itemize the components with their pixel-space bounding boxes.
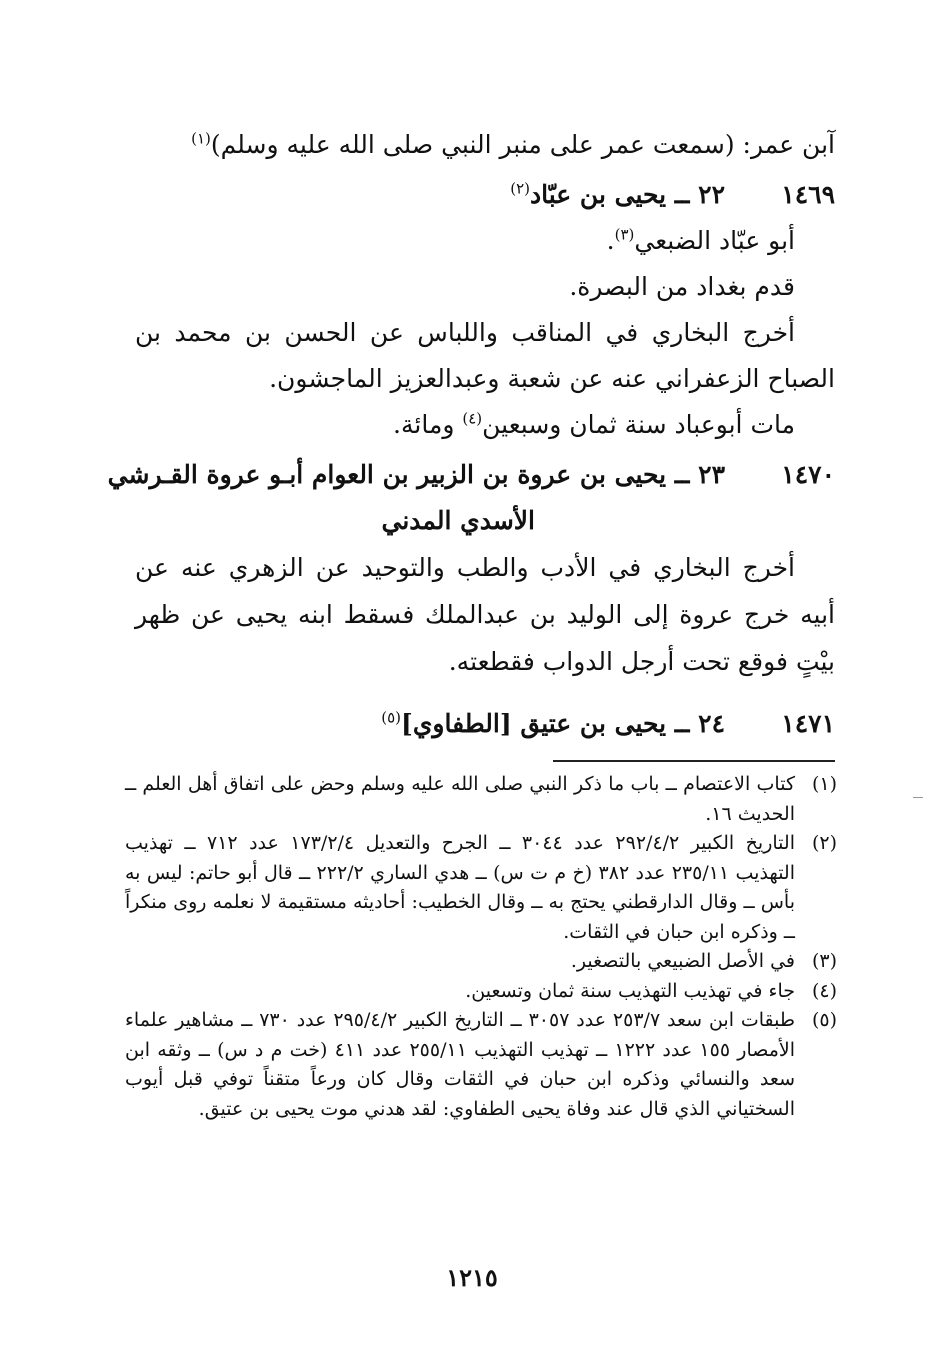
entry-1471 [135, 701, 835, 747]
footnote-number: (٤) [811, 979, 837, 1002]
footnote-5 [125, 1006, 837, 1124]
page-number: ١٢١٥ [446, 1263, 498, 1292]
text-line-4 [135, 264, 835, 310]
footnote-text: جاء في تهذيب التهذيب سنة ثمان وتسعين. [465, 979, 795, 1002]
text-line-end: . [606, 226, 615, 255]
footnote-text: التاريخ الكبير ٢٩٢/٤/٢ عدد ٣٠٤٤ ــ الجرح والتعديل ١٧٣/٢/٤ عدد ٧١٢ ــ تهذيب التهذيب ٢٣٥/١١ عدد ٣٨٢ (خ م ت س) ــ هدي الساري ٢٢٢/٢ ــ قال أبو حاتم: ليس به بأس ــ وقال الدارقطني يحتج به ــ وقال الخطيب: أحاديثه مستقيمة لا نعلمه روى منكراً ــ وذكره ابن حبان في الثقات. [125, 832, 795, 943]
entry-1470 [107, 452, 835, 498]
entry-title: الأسدي المدني [381, 506, 535, 535]
footnotes [125, 770, 837, 1124]
footnote-text: كتاب الاعتصام ــ باب ما ذكر النبي صلى الله عليه وسلم وحض على اتفاق أهل العلم ــ الحديث ١٦. [125, 773, 795, 825]
footnote-ref[interactable]: (١) [191, 129, 211, 148]
footnote-1 [125, 770, 837, 829]
text-line: أبو عبّاد الضبعي [634, 226, 795, 255]
footnote-number: (٥) [811, 1009, 837, 1031]
entry-title: ٢٤ ــ يحيى بن عتيق [الطفاوي] [401, 709, 725, 738]
margin-mark [913, 797, 923, 798]
entry-number: ١٤٧٠ [781, 460, 835, 489]
footnote-3 [125, 947, 837, 977]
text-line: مات أبوعباد سنة ثمان وسبعين [482, 410, 795, 439]
footnote-text: طبقات ابن سعد ٢٥٣/٧ عدد ٣٠٥٧ ــ التاريخ الكبير ٢٩٥/٤/٢ عدد ٧٣٠ ــ مشاهير علماء الأمصار ١٥٥ عدد ١٢٢٢ ــ تهذيب التهذيب ٢٥٥/١١ عدد ٤١١ (خت م د س) ــ وثقه ابن سعد والنسائي وذكره ابن حبان في الثقات وقال كان ورعاً متقناً توفي قبل أيوب السختياني الذي قال عند وفاة يحيى الطفاوي: لقد هدني موت يحيى بن عتيق. [125, 1009, 795, 1120]
text-line-7 [135, 402, 835, 448]
footnote-ref[interactable]: (٤) [462, 409, 483, 428]
footnote-ref[interactable]: (٣) [614, 225, 635, 244]
text-line: قدم بغداد من البصرة. [569, 272, 795, 301]
text-line: آبن عمر: (سمعت عمر على منبر النبي صلى الله عليه وسلم) [210, 130, 835, 159]
footnote-number: (١) [811, 773, 837, 795]
text-line-1 [135, 122, 835, 168]
footnote-2 [125, 829, 837, 947]
footnote-text: في الأصل الضبيعي بالتصغير. [570, 950, 795, 972]
entry-number: ١٤٦٩ [781, 180, 835, 209]
paragraph-text: أخرج البخاري في المناقب واللباس عن الحسن بن محمد بن الصباح الزعفراني عنه عن شعبة وعبدالعزيز الماجشون. [135, 318, 835, 393]
paragraph-1 [135, 310, 835, 402]
footnote-number: (٣) [811, 950, 837, 972]
footnote-ref[interactable]: (٢) [510, 179, 530, 198]
text-line-end: ومائة. [393, 410, 455, 439]
entry-title: ٢٣ ــ يحيى بن عروة بن الزبير بن العوام أبـو عروة القـرشي [107, 460, 725, 489]
paragraph-text: أخرج البخاري في الأدب والطب والتوحيد عن الزهري عنه عن أبيه خرج عروة إلى الوليد بن عبدالملك فسقط ابنه يحيى عن ظهر بيْتٍ فوقع تحت أرجل الدواب فقطعته. [135, 553, 835, 676]
entry-title-continued [135, 498, 835, 544]
text-line-3 [135, 218, 835, 264]
footnote-ref[interactable]: (٥) [381, 708, 402, 727]
footnote-separator [553, 760, 835, 762]
footnote-number: (٢) [811, 832, 837, 854]
paragraph-2 [135, 544, 835, 685]
main-text [107, 122, 835, 747]
entry-title: ٢٢ ــ يحيى بن عبّاد [530, 180, 725, 209]
entry-number: ١٤٧١ [781, 709, 835, 738]
entry-1469 [135, 172, 835, 218]
footnote-4 [125, 977, 837, 1007]
